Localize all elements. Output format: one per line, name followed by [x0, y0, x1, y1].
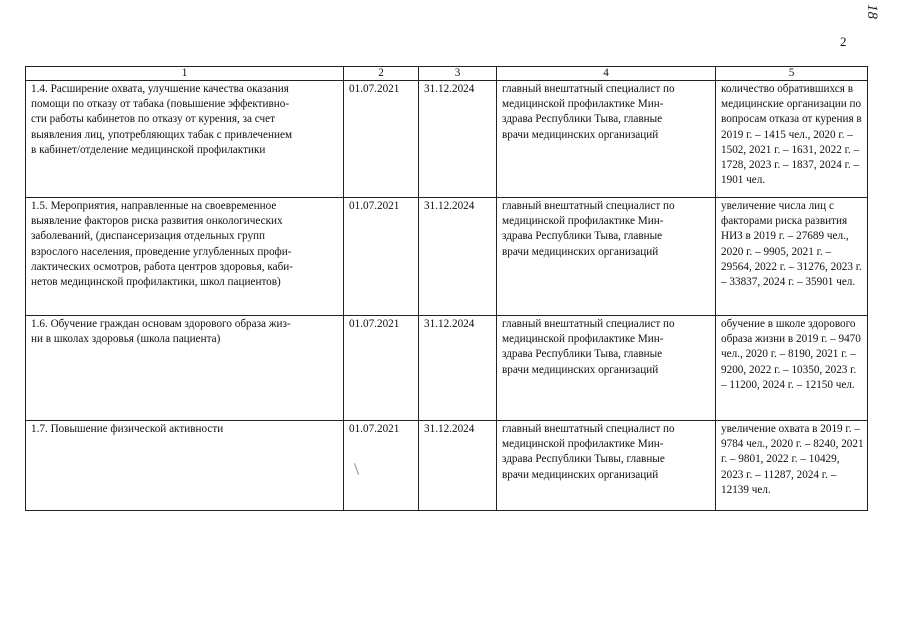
activity-cell: 1.6. Обучение граждан основам здорового образа жиз- ни в школах здоровья (школа пациента)	[26, 316, 344, 421]
end-date-cell: 31.12.2024	[419, 81, 497, 198]
responsible-cell: главный внештатный специалист по медицинской профилактике Мин- здрава Республики Тывы, главные врачи медицинских организаций	[497, 421, 716, 511]
page-number: 2	[840, 34, 847, 49]
table-row	[26, 421, 868, 511]
end-date-cell: 31.12.2024	[419, 198, 497, 316]
start-date-cell: 01.07.2021	[344, 198, 419, 316]
responsible-cell: главный внештатный специалист по медицинской профилактике Мин- здрава Республики Тыва, главные врачи медицинских организаций	[497, 316, 716, 421]
end-date-cell: 31.12.2024	[419, 421, 497, 511]
activity-cell: 1.5. Мероприятия, направленные на своевременное выявление факторов риска развития онкологических заболеваний, (диспансеризация отдельных групп взрослого населения, проведение углубленных профи- лактических осмотров, работа центров здоровья, каби- нетов медицинской профилактики, школ пациентов)	[26, 198, 344, 316]
activity-cell: 1.4. Расширение охвата, улучшение качества оказания помощи по отказу от табака (повышение эффективно- сти работы кабинетов по отказу от курения, за счет выявления лиц, употребляющих табак с привлечением в кабинет/отделение медицинской профилактики	[26, 81, 344, 198]
responsible-cell: главный внештатный специалист по медицинской профилактике Мин- здрава Республики Тыва, главные врачи медицинских организаций	[497, 81, 716, 198]
end-date-cell: 31.12.2024	[419, 316, 497, 421]
activity-plan-table	[25, 66, 868, 511]
table-row	[26, 316, 868, 421]
column-header-2: 2	[344, 67, 419, 81]
column-header-4: 4	[497, 67, 716, 81]
handwritten-page-number: 18	[864, 4, 880, 19]
start-date-cell: 01.07.2021	[344, 81, 419, 198]
table-row	[26, 81, 868, 198]
indicator-cell: увеличение охвата в 2019 г. – 9784 чел., 2020 г. – 8240, 2021 г. – 9801, 2022 г. – 10429, 2023 г. – 11287, 2024 г. – 12139 чел.	[716, 421, 868, 511]
activity-cell: 1.7. Повышение физической активности	[26, 421, 344, 511]
indicator-cell: количество обратившихся в медицинские организации по вопросам отказа от курения в 2019 г. – 1415 чел., 2020 г. – 1502, 2021 г. – 1631, 2022 г. – 1728, 2023 г. – 1837, 2024 г. – 1901 чел.	[716, 81, 868, 198]
start-date-cell: 01.07.2021	[344, 316, 419, 421]
table-header-row	[26, 67, 868, 81]
table-row	[26, 198, 868, 316]
column-header-1: 1	[26, 67, 344, 81]
responsible-cell: главный внештатный специалист по медицинской профилактике Мин- здрава Республики Тыва, главные врачи медицинских организаций	[497, 198, 716, 316]
column-header-5: 5	[716, 67, 868, 81]
indicator-cell: увеличение числа лиц с факторами риска развития НИЗ в 2019 г. – 27689 чел., 2020 г. – 9905, 2021 г. – 29564, 2022 г. – 31276, 2023 г. – 33837, 2024 г. – 35901 чел.	[716, 198, 868, 316]
indicator-cell: обучение в школе здорового образа жизни в 2019 г. – 9470 чел., 2020 г. – 8190, 2021 г. – 9200, 2022 г. – 10350, 2023 г. – 11200, 2024 г. – 12150 чел.	[716, 316, 868, 421]
column-header-3: 3	[419, 67, 497, 81]
start-date-cell: 01.07.2021	[344, 421, 419, 511]
